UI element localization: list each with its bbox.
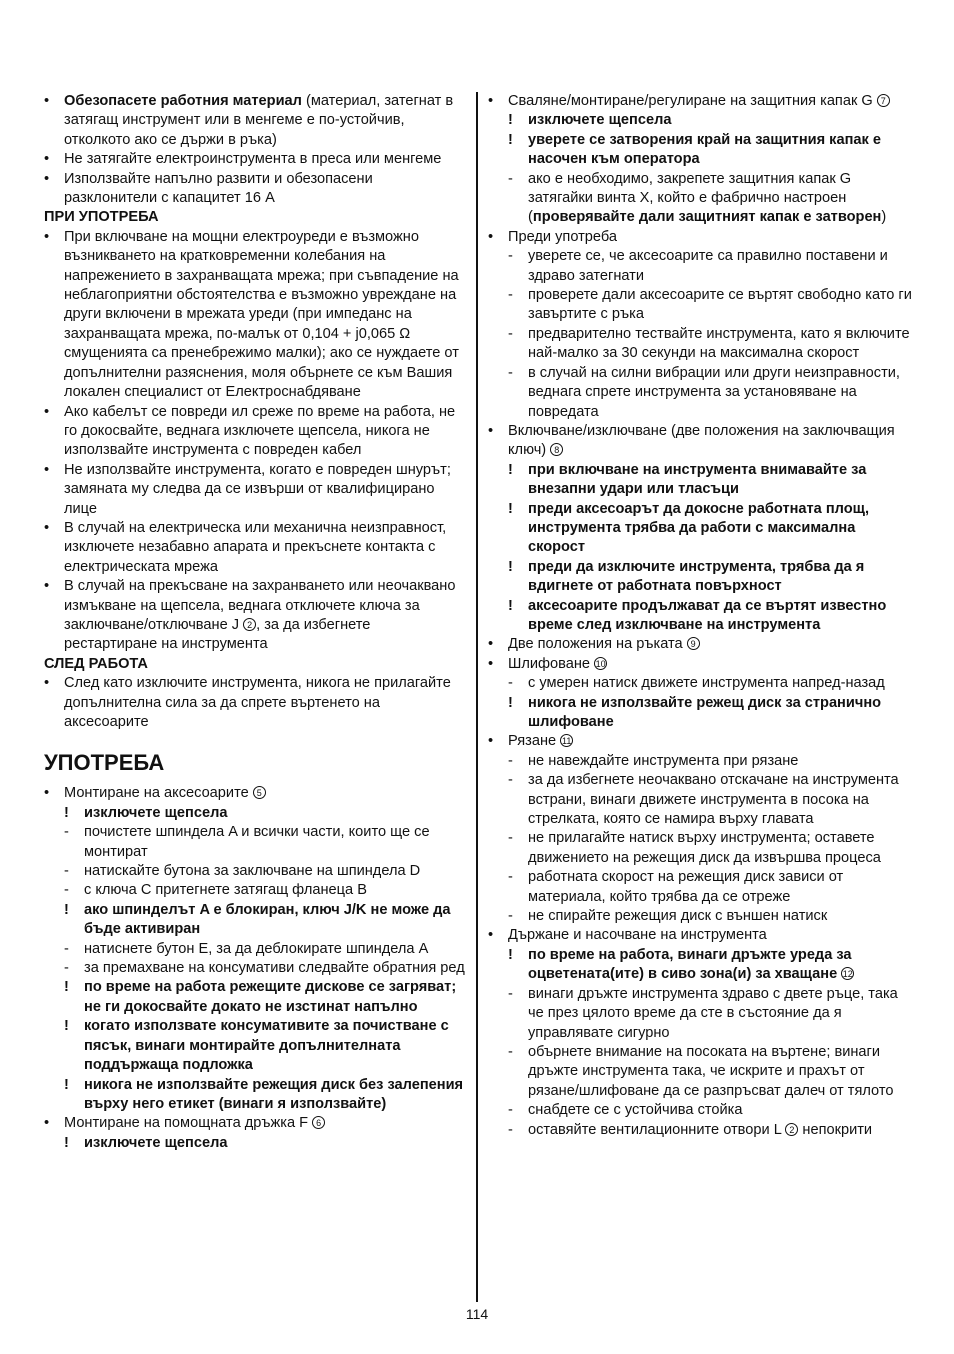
list-marker: ! (64, 1134, 69, 1151)
item-text: не прилагайте натиск върху инструмента; оставете движението на режещия диск да извършва процеса (528, 830, 881, 866)
list-marker: ! (508, 558, 513, 575)
item-text: натиснете бутон E, за да деблокирате шпиндела A (84, 940, 429, 957)
bullet-item (44, 92, 466, 150)
sub-item (488, 868, 912, 907)
list-marker: ! (508, 131, 513, 148)
bullet-item (488, 635, 912, 654)
sub-item (488, 286, 912, 325)
sub-item (488, 500, 912, 558)
item-text: никога не използвайте режещия диск без залепения върху него етикет (винаги я използвайте) (84, 1076, 464, 1112)
sub-item (488, 752, 912, 771)
list-marker: • (44, 578, 50, 595)
item-text: ако шпинделът A е блокиран, ключ J/K не може да бъде активиран (84, 901, 451, 938)
item-text: при включване на инструмента внимавайте за внезапни удари или тласъци (528, 461, 867, 498)
item-text: В случай на прекъсване на захранването или неочаквано измъкване на щепсела, веднага отключете ключа за заключване/отключване J 2 , за да избегнете рестартиране на инструмента (64, 578, 456, 653)
bullet-item (44, 674, 466, 732)
left-column (44, 92, 466, 1153)
list-marker: ! (508, 694, 513, 711)
list-marker: - (508, 908, 513, 925)
sub-item (488, 1121, 912, 1140)
chapter-heading: УПОТРЕБА (44, 750, 165, 776)
list-marker: • (44, 1115, 50, 1132)
list-marker: - (508, 364, 513, 381)
item-text: Държане и насочване на инструмента (508, 927, 767, 944)
sub-item (488, 771, 912, 829)
item-text: Ако кабелът се повреди ил среже по време на работа, не го докосвайте, веднага изключете щепсела, никога не използвайте инструмента с повреден кабел (64, 403, 456, 459)
list-marker: - (508, 675, 513, 692)
list-marker: • (44, 785, 50, 802)
list-marker: - (508, 1102, 513, 1119)
list-marker: ! (64, 1018, 69, 1035)
list-marker: • (488, 636, 494, 653)
list-marker: • (488, 733, 494, 750)
item-text: Сваляне/монтиране/регулиране на защитния капак G 7 (508, 93, 890, 109)
bullet-item (488, 926, 912, 945)
list-marker: ! (64, 901, 69, 918)
sub-item (488, 694, 912, 733)
list-marker: ! (64, 979, 69, 996)
sub-item (488, 674, 912, 693)
sub-item (44, 940, 466, 959)
bullet-item (488, 422, 912, 461)
bullet-item (44, 461, 466, 519)
item-text: оставяйте вентилационните отвори L 2 непокрити (528, 1121, 873, 1138)
item-text: в случай на силни вибрации или други неизправности, веднага спрете инструмента за установяване на повредата (528, 364, 900, 420)
bullet-item (488, 732, 912, 751)
list-marker: - (508, 772, 513, 789)
sub-item (44, 804, 466, 823)
list-marker: • (488, 93, 494, 109)
page-number: 114 (465, 1306, 489, 1322)
list-marker: • (44, 151, 50, 168)
item-text: преди да изключите инструмента, трябва да я вдигнете от работната повърхност (528, 558, 865, 595)
item-text: за премахване на консумативи следвайте обратния ред (84, 960, 465, 977)
list-marker: - (508, 325, 513, 342)
section-heading: СЛЕД РАБОТА (44, 655, 148, 672)
item-text: не навеждайте инструмента при рязане (528, 752, 799, 769)
item-text: Монтиране на помощната дръжка F 6 (64, 1115, 325, 1131)
sub-item (44, 978, 466, 1017)
sub-item (488, 597, 912, 636)
sub-item (44, 823, 466, 862)
right-column (488, 92, 912, 1140)
list-marker: ! (508, 500, 513, 517)
item-text: Обезопасете работния материал (материал, затегнат в затягащ инструмент или в менгеме е по-устойчив, отколкото ако се държи в ръка) (64, 93, 454, 148)
sub-item (44, 1134, 466, 1153)
sub-item (488, 131, 912, 170)
list-marker: ! (508, 597, 513, 614)
item-text: уверете се, че аксесоарите са правилно поставени и здраво затегнати (528, 248, 888, 284)
list-marker: - (508, 752, 513, 769)
list-marker: • (488, 655, 494, 672)
item-text: за да избегнете неочаквано отскачане на инструмента встрани, винаги движете инструмента в посока на стрелката, която се намира върху главата (528, 772, 899, 828)
bullet-item (44, 577, 466, 655)
list-marker: - (508, 170, 513, 187)
list-marker: - (64, 882, 69, 899)
item-text: натискайте бутона за заключване на шпиндела D (84, 863, 421, 880)
item-text: В случай на електрическа или механична неизправност, изключете незабавно апарата и прекъснете контакта с електрическата мрежа (64, 519, 447, 575)
item-text: никога не използвайте режещ диск за странично шлифоване (528, 694, 882, 730)
item-text: по време на работа режещите дискове се загряват; не ги докосвайте докато не изстинат напълно (84, 979, 457, 1015)
section-heading: ПРИ УПОТРЕБА (44, 209, 159, 226)
item-text: Използвайте напълно развити и обезопасени разклонители с капацитет 16 A (64, 170, 373, 207)
list-marker: - (64, 960, 69, 977)
item-text: изключете щепсела (84, 804, 228, 821)
bullet-item (44, 403, 466, 461)
bullet-item (44, 170, 466, 209)
list-marker: • (44, 675, 50, 692)
sub-item (44, 862, 466, 881)
item-text: Включване/изключване (две положения на заключващия ключ) 8 (508, 422, 895, 459)
bullet-item (488, 92, 912, 111)
list-marker: - (508, 287, 513, 304)
list-marker: - (508, 830, 513, 847)
item-text: След като изключите инструмента, никога не прилагайте допълнителна сила за да спрете въртенето на аксесоарите (64, 675, 451, 730)
item-text: аксесоарите продължават да се въртят известно време след изключване на инструмента (528, 597, 887, 633)
sub-item (488, 907, 912, 926)
item-text: изключете щепсела (528, 112, 672, 129)
list-marker: • (44, 461, 50, 478)
sub-item (488, 985, 912, 1043)
list-marker: - (508, 985, 513, 1002)
bullet-item (44, 150, 466, 169)
item-text: снабдете се с устойчива стойка (528, 1102, 743, 1119)
sub-item (488, 558, 912, 597)
sub-item (488, 461, 912, 500)
sub-item (44, 881, 466, 900)
list-marker: ! (64, 1076, 69, 1093)
list-marker: - (64, 940, 69, 957)
list-marker: • (44, 93, 50, 109)
item-text: с ключа C притегнете затягащ фланеца B (84, 882, 367, 899)
item-text: Монтиране на аксесоарите 5 (64, 785, 266, 801)
list-marker: • (44, 170, 50, 187)
item-text: обърнете внимание на посоката на въртене; винаги дръжте инструмента така, че искрите и прахът от рязане/шлифоване да се разпръсват далеч от тялото (528, 1043, 894, 1099)
list-marker: ! (508, 461, 513, 478)
sub-item (488, 1101, 912, 1120)
sub-item (488, 170, 912, 228)
bullet-item (44, 784, 466, 803)
sub-item (44, 1076, 466, 1115)
item-text: почистете шпиндела A и всички части, които ще се монтират (84, 824, 430, 860)
item-text: преди аксесоарът да докосне работната площ, инструмента трябва да работи с максимална скорост (528, 500, 870, 556)
bullet-item (44, 519, 466, 577)
item-text: При включване на мощни електроуреди е възможно възникването на кратковременни колебания на напрежението в захранващата мрежа; при съвпадение на неблагоприятни обстоятелства е възможно увреждане на други включени в мрежата уреди (при импеданс на захранващата мрежа, по-малък от 0,104 + j0,065 Ω смущенията са пренебрежимо малки); ако се нуждаете от допълнителни разяснения, моля обърнете се към Вашия локален специалист от Електроснабдяване (64, 228, 459, 401)
item-text: Не използвайте инструмента, когато е повреден шнурът; замяната му следва да се извърши от квалифицирано лице (64, 461, 451, 517)
item-text: когато използвате консумативите за почистване с пясък, винаги монтирайте допълнителната поддържаща подложка (84, 1018, 449, 1074)
sub-item (488, 111, 912, 130)
item-text: предварително тествайте инструмента, като я включите най-малко за 30 секунди на максимална скорост (528, 325, 910, 362)
sub-item (44, 901, 466, 940)
sub-item (44, 1017, 466, 1075)
list-marker: • (44, 228, 50, 245)
item-text: проверете дали аксесоарите се въртят свободно като ги завъртите с ръка (528, 287, 912, 323)
bullet-item (488, 228, 912, 247)
item-text: Не затягайте електроинструмента в преса или менгеме (64, 151, 442, 168)
sub-item (488, 325, 912, 364)
column-divider (476, 92, 478, 1302)
list-marker: ! (64, 804, 69, 821)
bullet-item (488, 655, 912, 674)
list-marker: - (508, 248, 513, 265)
list-marker: - (508, 869, 513, 886)
item-text: по време на работа, винаги дръжте уреда за оцветената(ите) в сиво зона(и) за хващане 12 (528, 946, 853, 983)
sub-item (488, 946, 912, 985)
sub-item (488, 1043, 912, 1101)
list-marker: ! (508, 112, 513, 129)
list-marker: • (44, 519, 50, 536)
list-marker: - (508, 1121, 513, 1138)
item-text: Преди употреба (508, 228, 618, 245)
item-text: Рязане 11 (508, 733, 572, 750)
bullet-item (44, 1114, 466, 1133)
sub-item (488, 247, 912, 286)
item-text: уверете се затворения край на защитния капак е насочен към оператора (528, 131, 882, 168)
item-text: изключете щепсела (84, 1134, 228, 1151)
list-marker: - (64, 863, 69, 880)
list-marker: - (508, 1043, 513, 1060)
list-marker: ! (508, 946, 513, 963)
list-marker: - (64, 824, 69, 841)
item-text: винаги дръжте инструмента здраво с двете ръце, така че през цялото време да сте в състояние да я управлявате сигурно (528, 985, 898, 1041)
sub-item (44, 959, 466, 978)
list-marker: • (488, 927, 494, 944)
list-marker: • (488, 228, 494, 245)
item-text: с умерен натиск движете инструмента напред-назад (528, 675, 885, 692)
item-text: Две положения на ръката 9 (508, 636, 700, 652)
item-text: работната скорост на режещия диск зависи от материала, който трябва да се отреже (528, 869, 844, 905)
list-marker: • (44, 403, 50, 420)
list-marker: • (488, 422, 494, 439)
item-text: ако е необходимо, закрепете защитния капак G затягайки винта X, който е фабрично настроен (проверявайте дали защитният капак е затворен) (528, 170, 887, 226)
item-text: не спирайте режещия диск с външен натиск (528, 908, 828, 925)
sub-item (488, 829, 912, 868)
sub-item (488, 364, 912, 422)
item-text: Шлифоване 10 (508, 655, 606, 672)
bullet-item (44, 228, 466, 403)
